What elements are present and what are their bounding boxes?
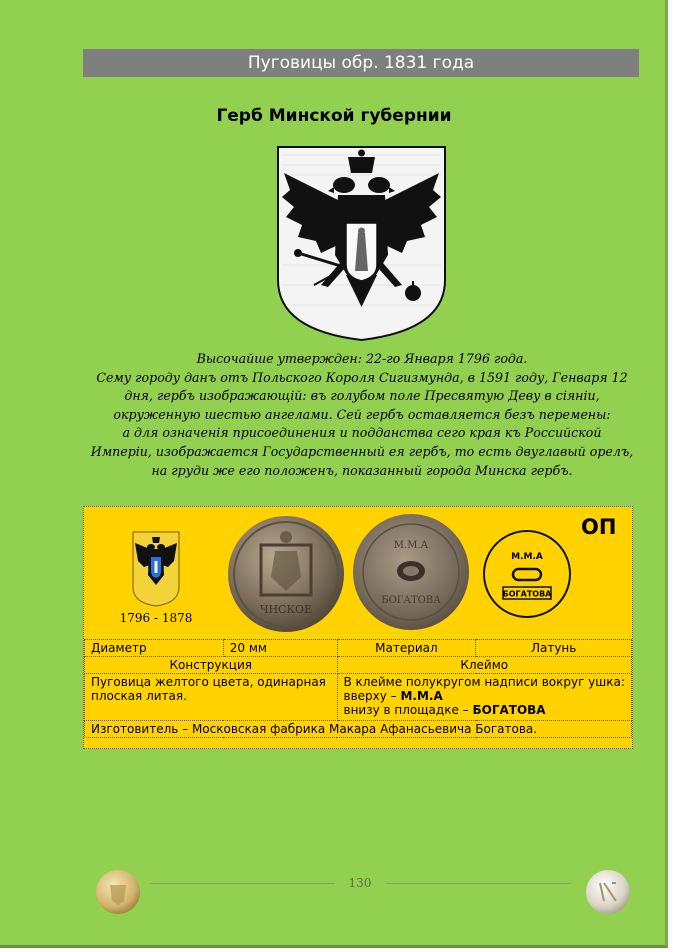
mark-line: В клейме полукругом надписи вокруг ушка: (343, 675, 625, 689)
mark-line (344, 689, 626, 703)
small-coat-of-arms-image (132, 531, 180, 607)
stamp-drawing (482, 529, 572, 619)
maker-text: Изготовитель – Московская фабрика Макара Афанасьевича Богатова. (85, 721, 632, 738)
stamp-drawing-bottom: БОГАТОВА (502, 589, 552, 599)
stamp-drawing-top: М.М.А (511, 552, 543, 562)
mark-line-prefix: внизу в площадке – (343, 703, 473, 717)
material-value: Латунь (476, 640, 632, 657)
mark-line (344, 703, 626, 717)
section-title: Герб Минской губернии (216, 106, 452, 126)
table-row (85, 657, 632, 674)
coat-of-arms-image (276, 145, 447, 342)
footer-divider-right (386, 883, 571, 884)
button-back-photo (352, 513, 470, 631)
mark-line-prefix: вверху – (343, 689, 401, 703)
stamp-top-text: М.М.А (393, 540, 429, 551)
construction-label: Конструкция (85, 657, 338, 674)
years-range: 1796 - 1878 (119, 611, 193, 625)
diameter-label: Диаметр (85, 640, 224, 657)
description-line: а для означенія присоединения и подданства сего края къ Российской (122, 425, 602, 441)
spec-table (84, 639, 632, 738)
description-line: на груди же его положенъ, показанный города Минска гербъ. (151, 462, 573, 478)
category-label: ОП (581, 515, 617, 539)
description-line: дня, гербъ изображающій: въ голубом поле Пресвятую Деву в сіяніи, (124, 388, 600, 404)
page-header (83, 49, 639, 77)
page-number: 130 (348, 876, 372, 890)
button-front-photo (227, 515, 345, 633)
button-card (83, 506, 633, 749)
mark-line-bold: М.М.А (400, 689, 443, 703)
description-line: Высочайше утвержден: 22-го Января 1796 года. (196, 351, 528, 366)
material-label: Материал (337, 640, 476, 657)
mark-text (337, 674, 632, 721)
table-row (85, 640, 632, 657)
footer-right-coin-image (585, 869, 631, 915)
description-line: Имперіи, изображается Государственный ея гербъ, то есть двуглавый орелъ, (90, 443, 634, 459)
construction-text: Пуговица желтого цвета, одинарная плоская литая. (85, 674, 338, 721)
description (84, 350, 640, 480)
table-row (85, 674, 632, 721)
table-row (85, 721, 632, 738)
card-image-row (84, 507, 632, 639)
description-line: окруженную шестью ангелами. Сей гербъ оставляется безъ перемены: (113, 406, 611, 422)
coin-text: ЧНСКОЕ (259, 603, 313, 616)
footer-left-coin-image (95, 869, 141, 915)
mark-label: Клеймо (337, 657, 632, 674)
diameter-value: 20 мм (223, 640, 337, 657)
stamp-bottom-text: БОГАТОВА (381, 595, 441, 606)
footer-divider-left (150, 883, 335, 884)
description-line: Сему городу данъ отъ Польского Короля Сигизмунда, в 1591 году, Генваря 12 (96, 369, 628, 385)
mark-line-bold: БОГАТОВА (472, 703, 546, 717)
header-title: Пуговицы обр. 1831 года (247, 53, 475, 73)
